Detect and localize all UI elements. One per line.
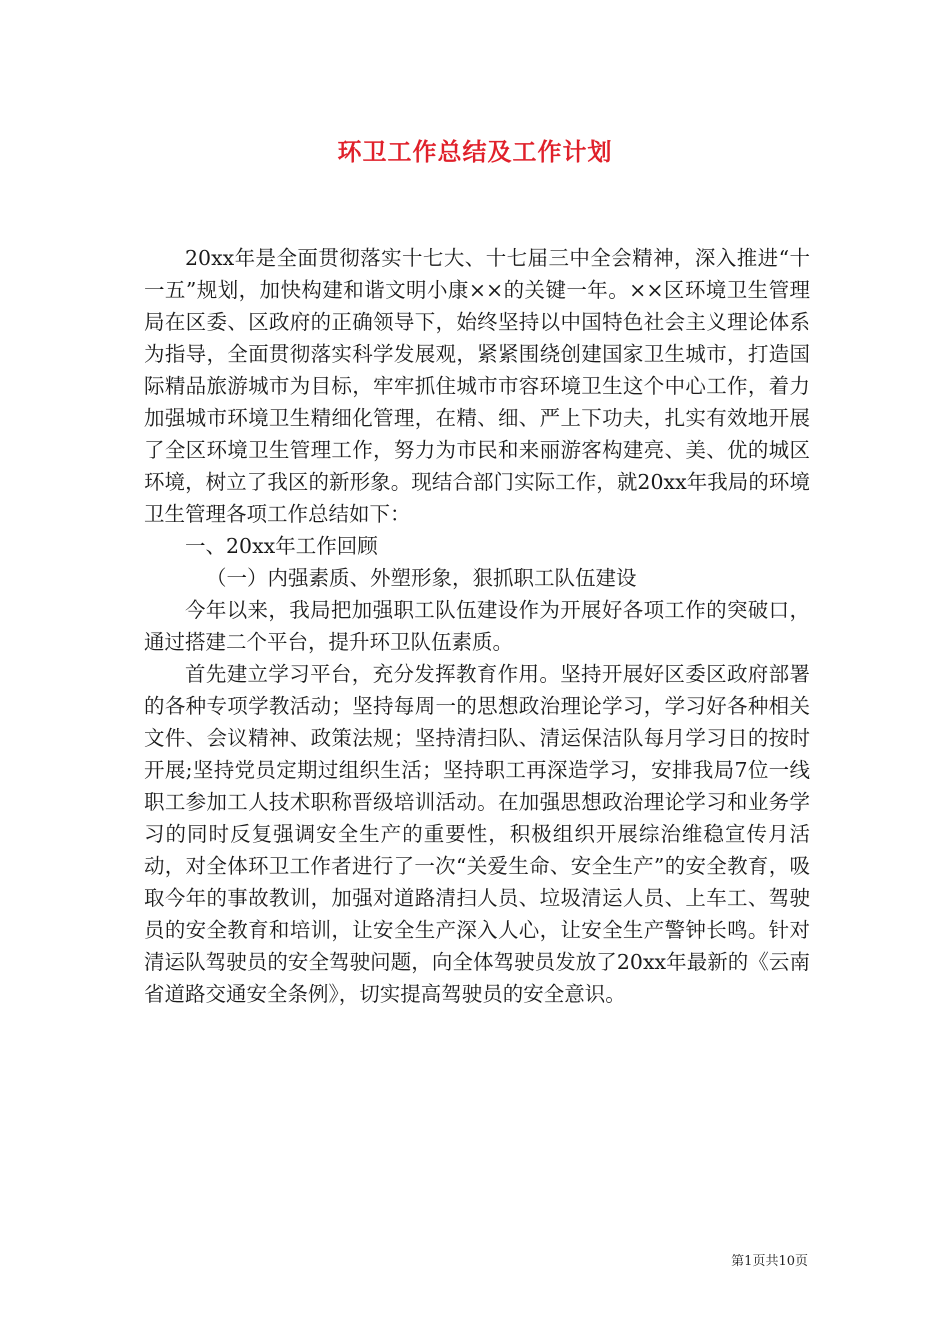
body-paragraph: 首先建立学习平台，充分发挥教育作用。坚持开展好区委区政府部署的各种专项学教活动；坚持每周一的思想政治理论学习，学习好各种相关文件、会议精神、政策法规；坚持清扫队、清运保洁队每月学习日的按时开展;坚持党员定期过组织生活；坚持职工再深造学习，安排我局7位一线职工参加工人技术职称晋级培训活动。在加强思想政治理论学习和业务学习的同时反复强调安全生产的重要性，积极组织开展综治维稳宣传月活动，对全体环卫工作者进行了一次“关爱生命、安全生产”的安全教育，吸取今年的事故教训，加强对道路清扫人员、垃圾清运人员、上车工、驾驶员的安全教育和培训，让安全生产深入人心，让安全生产警钟长鸣。针对清运队驾驶员的安全驾驶问题，向全体驾驶员发放了20xx年最新的《云南省道路交通安全条例》，切实提高驾驶员的安全意识。 — [144, 662, 810, 1006]
page-number: 第1页共10页 — [731, 1254, 808, 1269]
document-title: 环卫工作总结及工作计划 — [337, 137, 613, 166]
section-heading: 一、20xx年工作回顾 — [185, 534, 378, 558]
subsection-heading: （一）内强素质、外塑形象，狠抓职工队伍建设 — [206, 566, 637, 590]
document-body — [144, 242, 810, 1010]
intro-paragraph: 20xx年是全面贯彻落实十七大、十七届三中全会精神，深入推进“十一五”规划，加快构建和谐文明小康××的关键一年。××区环境卫生管理局在区委、区政府的正确领导下，始终坚持以中国特色社会主义理论体系为指导，全面贯彻落实科学发展观，紧紧围绕创建国家卫生城市，打造国际精品旅游城市为目标，牢牢抓住城市市容环境卫生这个中心工作，着力加强城市环境卫生精细化管理，在精、细、严上下功夫，扎实有效地开展了全区环境卫生管理工作，努力为市民和来丽游客构建亮、美、优的城区环境，树立了我区的新形象。现结合部门实际工作，就20xx年我局的环境卫生管理各项工作总结如下： — [144, 246, 810, 526]
body-paragraph: 今年以来，我局把加强职工队伍建设作为开展好各项工作的突破口，通过搭建二个平台，提升环卫队伍素质。 — [144, 598, 810, 654]
